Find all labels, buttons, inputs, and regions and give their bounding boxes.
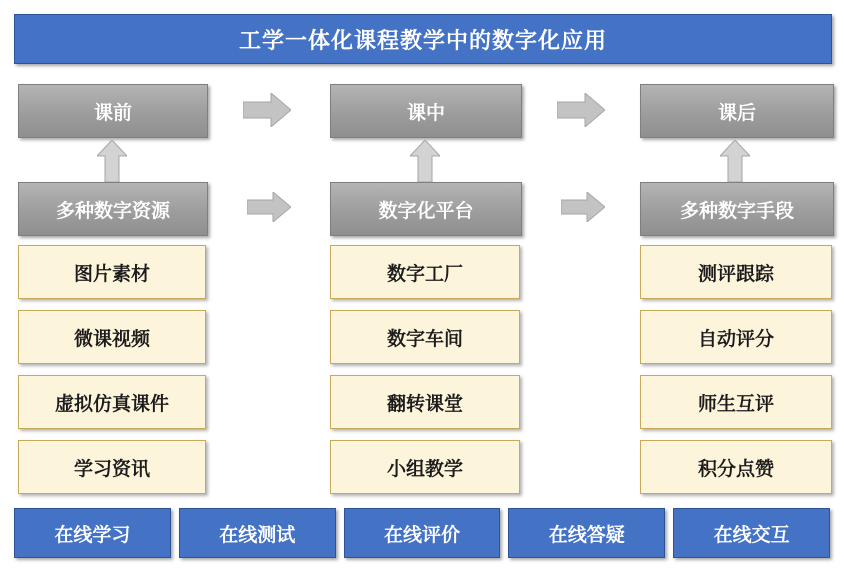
arrow-up-icon [97,140,127,182]
bottom-feature-row [14,508,830,558]
bottom-item-online-interaction: 在线交互 [673,508,830,558]
stage-header-after-class: 课后 [640,84,834,138]
arrow-right-icon [557,93,605,127]
item-column-after-class [640,245,832,505]
list-item: 翻转课堂 [330,375,520,429]
arrow-up-icon [410,140,440,182]
bottom-item-online-learning: 在线学习 [14,508,171,558]
sub-header-digital-methods: 多种数字手段 [640,182,834,236]
list-item: 自动评分 [640,310,832,364]
list-item: 图片素材 [18,245,206,299]
stage-header-before-class: 课前 [18,84,208,138]
arrow-right-icon [561,192,605,222]
arrow-up-icon [720,140,750,182]
item-column-during-class [330,245,520,505]
sub-header-digital-resources: 多种数字资源 [18,182,208,236]
list-item: 师生互评 [640,375,832,429]
list-item: 测评跟踪 [640,245,832,299]
bottom-item-online-test: 在线测试 [179,508,336,558]
stage-header-during-class: 课中 [330,84,522,138]
list-item: 积分点赞 [640,440,832,494]
list-item: 小组教学 [330,440,520,494]
arrow-right-icon [247,192,291,222]
item-column-before-class [18,245,206,505]
list-item: 微课视频 [18,310,206,364]
list-item: 数字工厂 [330,245,520,299]
list-item: 学习资讯 [18,440,206,494]
arrow-right-icon [243,93,291,127]
sub-header-digital-platform: 数字化平台 [330,182,522,236]
bottom-item-online-evaluation: 在线评价 [344,508,501,558]
list-item: 虚拟仿真课件 [18,375,206,429]
list-item: 数字车间 [330,310,520,364]
bottom-item-online-qa: 在线答疑 [508,508,665,558]
page-title: 工学一体化课程教学中的数字化应用 [14,14,832,64]
